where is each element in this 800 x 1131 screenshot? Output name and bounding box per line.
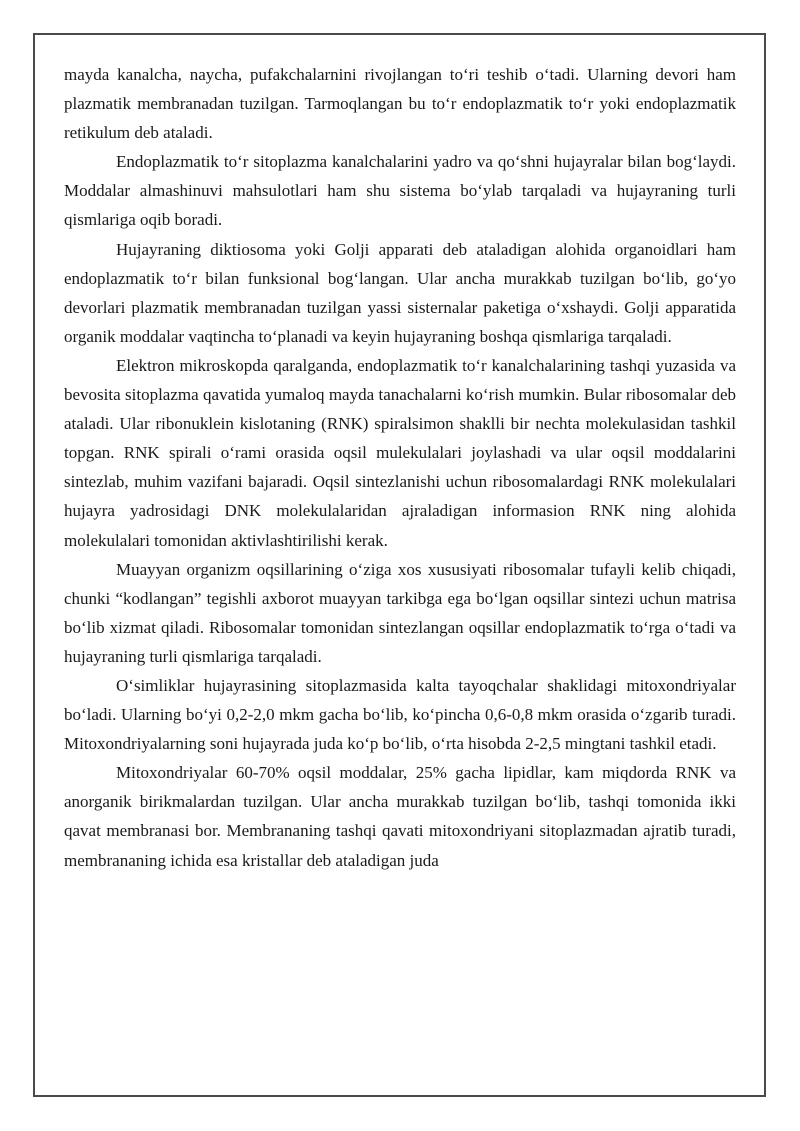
paragraph-continuation: mayda kanalcha, naycha, pufakchalarnini rivojlangan to‘ri teshib o‘tadi. Ularning devori ham plazmatik membranadan tuzilgan. Tarmoqlangan bu to‘r endoplazmatik to‘r yoki endoplazmatik retikulum deb ataladi. [64, 65, 736, 143]
paragraph-golgi-apparatus: Hujayraning diktiosoma yoki Golji apparati deb ataladigan alohida organoidlari ham endoplazmatik to‘r bilan funksional bog‘langan. Ular ancha murakkab tuzilgan bo‘lib, go‘yo devorlari plazmatik membranadan tuzilgan yassi sisternalar paketiga o‘xshaydi. Golji apparatida organik moddalar vaqtincha to‘planadi va keyin hujayraning boshqa qismlariga tarqaladi. [64, 239, 736, 346]
document-body [64, 60, 736, 875]
paragraph-endoplasmic-reticulum: Endoplazmatik to‘r sitoplazma kanalchalarini yadro va qo‘shni hujayralar bilan bog‘laydi. Moddalar almashinuvi mahsulotlari ham shu sistema bo‘ylab tarqaladi va hujayraning turli qismlariga oqib boradi. [64, 152, 736, 230]
paragraph-ribosomes: Elektron mikroskopda qaralganda, endoplazmatik to‘r kanalchalarining tashqi yuzasida va bevosita sitoplazma qavatida yumaloq mayda tanachalarni ko‘rish mumkin. Bular ribosomalar deb ataladi. Ular ribonuklein kislotaning (RNK) spiralsimon shaklli bir nechta molekulasidan tashkil topgan. RNK spirali o‘rami orasida oqsil mulekulalari joylashadi va ular oqsil moddalarini sintezlab, muhim vazifani bajaradi. Oqsil sintezlanishi uchun ribosomalardagi RNK molekulalari hujayra yadrosidagi DNK molekulalaridan ajraladigan informasion RNK ning alohida molekulalari tomonidan aktivlashtirilishi kerak. [64, 355, 736, 550]
paragraph-protein-synthesis: Muayyan organizm oqsillarining o‘ziga xos xususiyati ribosomalar tufayli kelib chiqadi, chunki “kodlangan” tegishli axborot muayyan tarkibga ega bo‘lgan oqsillar sintezi uchun matrisa bo‘lib xizmat qiladi. Ribosomalar tomonidan sintezlangan oqsillar endoplazmatik to‘rga o‘tadi va hujayraning turli qismlariga tarqaladi. [64, 559, 736, 666]
paragraph-mitochondria: O‘simliklar hujayrasining sitoplazmasida kalta tayoqchalar shaklidagi mitoxondriyalar bo‘ladi. Ularning bo‘yi 0,2-2,0 mkm gacha bo‘lib, ko‘pincha 0,6-0,8 mkm orasida o‘zgarib turadi. Mitoxondriyalarning soni hujayrada juda ko‘p bo‘lib, o‘rta hisobda 2-2,5 mingtani tashkil etadi. [64, 675, 736, 754]
paragraph-mitochondria-composition: Mitoxondriyalar 60-70% oqsil moddalar, 25% gacha lipidlar, kam miqdorda RNK va anorganik birikmalardan tuzilgan. Ular ancha murakkab tuzilgan bo‘lib, tashqi tomonida ikki qavat membranasi bor. Membrananing tashqi qavati mitoxondriyani sitoplazmadan ajratib turadi, membrananing ichida esa kristallar deb ataladigan juda [64, 763, 736, 870]
